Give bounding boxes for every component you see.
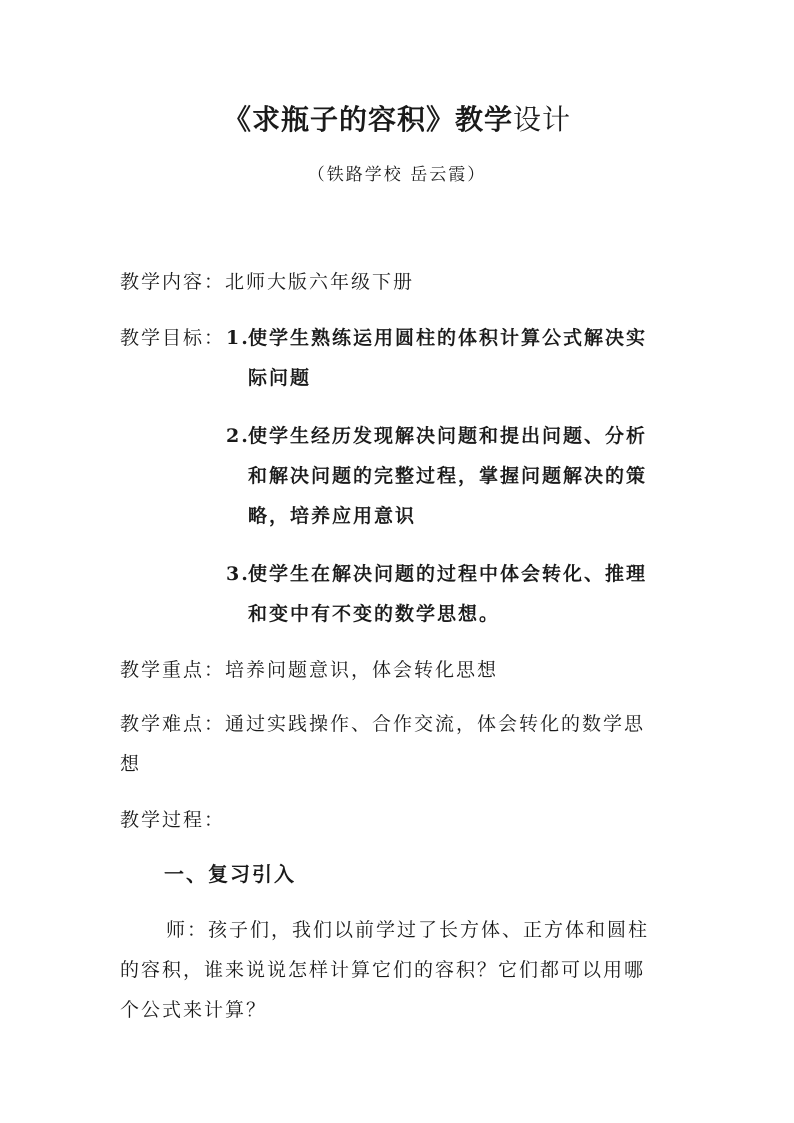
content-label: 教学内容： (120, 271, 226, 293)
goal-text: 略，培养应用意识 (248, 505, 417, 527)
key-points-row (120, 658, 498, 682)
goal-text: 使学生熟练运用圆柱的体积计算公式解决实 (248, 327, 648, 349)
goal-text: 际问题 (248, 367, 312, 389)
goal-item-3 (226, 554, 666, 634)
goal-text: 使学生在解决问题的过程中体会转化、推理 (248, 563, 648, 585)
goal-item-1 (226, 318, 666, 398)
goal-number: 2. (226, 425, 250, 447)
goal-text: 和解决问题的完整过程，掌握问题解决的策 (248, 465, 648, 487)
goal-number: 1. (226, 327, 250, 349)
paragraph-line: 个公式来计算？ (120, 999, 268, 1021)
goal-item-2 (226, 416, 666, 536)
paragraph-line: 的容积，谁来说说怎样计算它们的容积？它们都可以用哪 (120, 959, 646, 981)
document-title (0, 98, 794, 138)
content-text: 北师大版六年级下册 (225, 271, 415, 293)
goals-label: 教学目标： (120, 327, 226, 349)
content-row (120, 270, 414, 294)
intro-paragraph (120, 910, 660, 1030)
difficulty-text: 通过实践操作、合作交流，体会转化的数学思 (225, 713, 646, 735)
key-points-text: 培养问题意识，体会转化思想 (225, 659, 499, 681)
difficulty-row (120, 712, 645, 736)
goal-text: 使学生经历发现解决问题和提出问题、分析 (248, 425, 648, 447)
difficulty-text-cont: 想 (120, 753, 142, 775)
title-light: 设计 (513, 103, 572, 136)
title-bold: 《求瓶子的容积》教学 (222, 103, 513, 136)
paragraph-line: 师：孩子们，我们以前学过了长方体、正方体和圆柱 (166, 919, 650, 941)
process-label: 教学过程： (120, 809, 226, 831)
difficulty-label: 教学难点： (120, 713, 226, 735)
section-heading: 一、复习引入 (164, 862, 296, 886)
key-points-label: 教学重点： (120, 659, 226, 681)
goal-text: 和变中有不变的数学思想。 (248, 603, 501, 625)
goal-number: 3. (226, 563, 250, 585)
author-line: （铁路学校 岳云霞） (307, 165, 487, 185)
